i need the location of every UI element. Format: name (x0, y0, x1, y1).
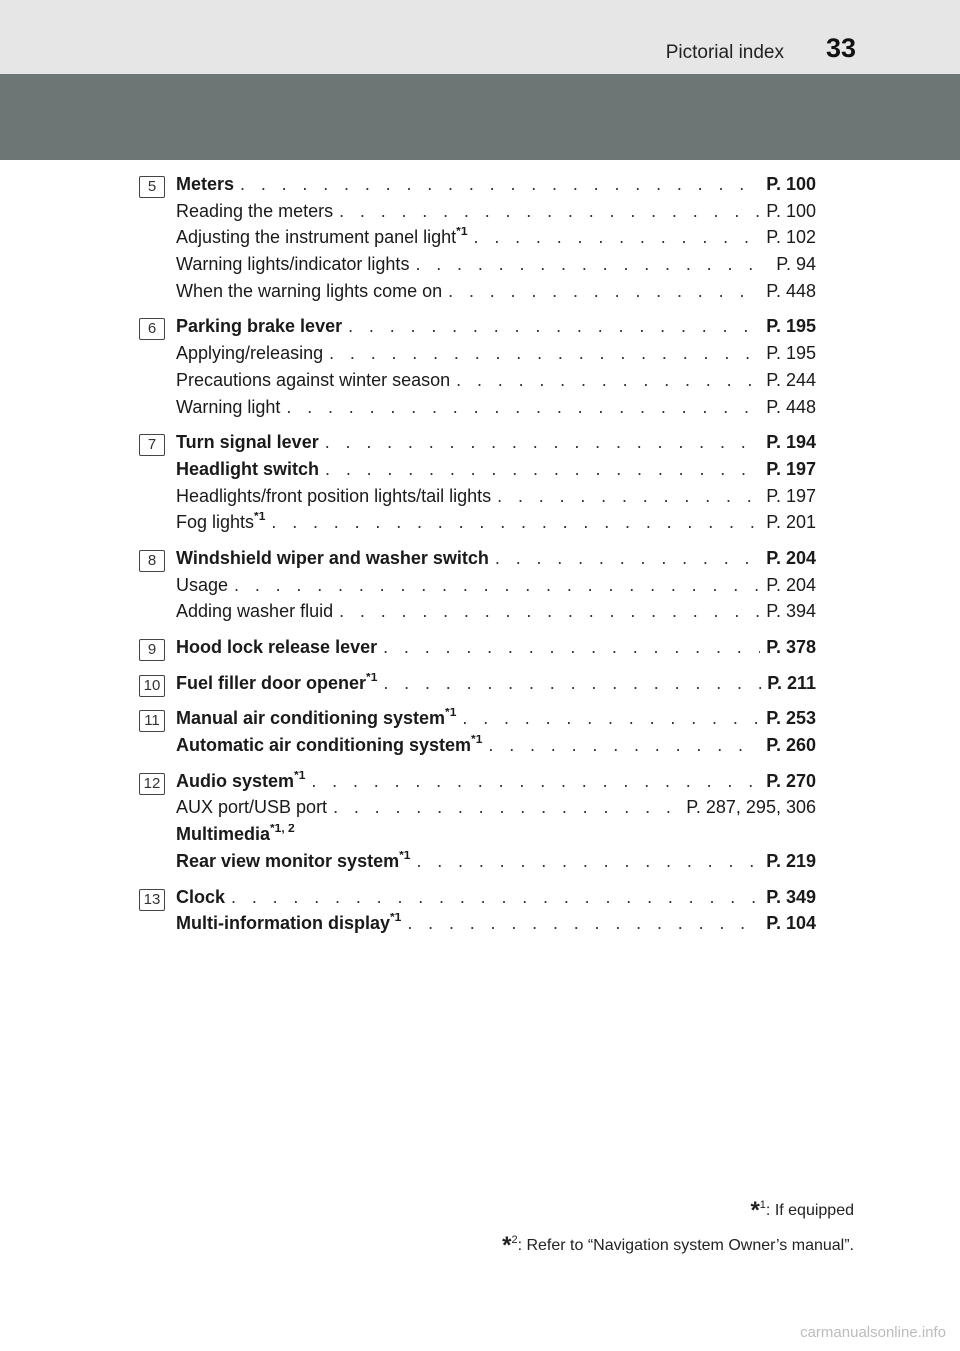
entry-title-text: Headlight switch (176, 458, 320, 479)
dot-leader (311, 771, 760, 792)
page-number: 33 (826, 33, 857, 63)
page-reference: P. 394 (766, 601, 816, 622)
entry-title-text: Fuel filler door opener (176, 672, 367, 693)
index-entry (176, 735, 816, 762)
entry-title (176, 227, 468, 248)
entry-title-text: Headlights/front position lights/tail lights (176, 485, 492, 506)
dot-leader (325, 432, 761, 453)
dot-leader (329, 343, 760, 364)
page-reference: P. 349 (766, 886, 816, 907)
footnote-marker: *1 (445, 708, 457, 720)
page-reference: P. 104 (766, 913, 816, 934)
header-strip (0, 0, 960, 74)
page-reference: P. 270 (766, 770, 816, 791)
entry-title-text: Turn signal lever (176, 432, 319, 453)
footnote-marker: *1 (294, 770, 306, 782)
entry-title-text: Rear view monitor system (176, 850, 400, 871)
entry-title (176, 254, 409, 275)
page-reference: P. 244 (766, 369, 816, 390)
section-number-badge: 12 (139, 773, 165, 795)
entry-title (176, 913, 401, 934)
index-entry (176, 254, 816, 281)
section-number-badge: 9 (139, 639, 165, 661)
footnote-2 (94, 1232, 854, 1260)
index-entry (176, 824, 816, 851)
page-reference: P. 201 (766, 512, 816, 533)
dot-leader (339, 201, 760, 222)
footnote-number: 2 (511, 1234, 518, 1246)
page-reference: P. 287, 295, 306 (686, 797, 816, 818)
entry-title (176, 370, 450, 391)
index-entry (176, 343, 816, 370)
footnote-1 (94, 1197, 854, 1225)
entry-title (176, 851, 410, 872)
index-section (0, 637, 960, 664)
entry-title (176, 459, 319, 480)
entry-title (176, 601, 333, 622)
section-number-badge: 8 (139, 550, 165, 572)
page-reference: P. 100 (766, 200, 816, 221)
section-number-badge: 10 (139, 675, 165, 697)
dot-leader (286, 397, 760, 418)
index-section (0, 432, 960, 539)
index-entry (176, 601, 816, 628)
entry-title (176, 824, 295, 845)
page-reference: P. 204 (766, 547, 816, 568)
index-entry (176, 673, 816, 700)
section-number-badge: 6 (139, 318, 165, 340)
entry-title (176, 735, 482, 756)
dot-leader (416, 851, 760, 872)
footnote-marker: *1 (390, 913, 402, 925)
entry-title-text: Hood lock release lever (176, 637, 378, 657)
section-number-badge: 5 (139, 176, 165, 198)
index-section (0, 548, 960, 628)
entry-title-text: Windshield wiper and washer switch (176, 547, 489, 568)
entry-title (176, 486, 491, 507)
entry-title-text: Audio system (176, 770, 295, 791)
index-entry (176, 708, 816, 735)
entry-title-text: Adding washer fluid (176, 601, 334, 622)
dot-leader (231, 887, 760, 908)
entry-title-text: Applying/releasing (176, 343, 324, 364)
header-band (0, 74, 960, 160)
index-entry (176, 459, 816, 486)
entry-title-text: Usage (176, 574, 229, 595)
entry-title (176, 575, 228, 596)
footnote-marker: *1 (254, 512, 266, 524)
footnote-marker: *1 (366, 672, 378, 684)
entry-title-text: Multimedia (176, 824, 271, 845)
index-entry (176, 227, 816, 254)
section-number-badge: 7 (139, 434, 165, 456)
page-reference: P. 211 (767, 672, 816, 693)
footnote-marker: *1 (399, 850, 411, 862)
dot-leader (462, 708, 760, 729)
index-entry (176, 575, 816, 602)
index-entry (176, 316, 816, 343)
index-entry (176, 281, 816, 308)
dot-leader (415, 254, 770, 275)
footnote-text: : Refer to “Navigation system Owner’s manual”. (517, 1237, 854, 1254)
footnote-marker: *1 (471, 735, 483, 747)
page-reference: P. 194 (766, 432, 816, 453)
page-reference: P. 94 (776, 254, 816, 275)
index-entry (176, 548, 816, 575)
dot-leader (271, 512, 760, 533)
entry-title (176, 397, 280, 418)
entry-title (176, 771, 305, 792)
page-reference: P. 195 (766, 343, 816, 364)
index-entry (176, 887, 816, 914)
index-entry (176, 486, 816, 513)
page-reference: P. 197 (766, 485, 816, 506)
index-list (0, 174, 960, 949)
watermark: carmanualsonline.info (800, 1324, 946, 1341)
entry-title-text: Warning lights/indicator lights (176, 254, 410, 275)
entry-title-text: Warning light (176, 396, 281, 417)
dot-leader (488, 735, 760, 756)
entry-title-text: Parking brake lever (176, 316, 343, 337)
entry-title (176, 673, 377, 694)
entry-title (176, 316, 342, 337)
entry-title-text: Reading the meters (176, 200, 334, 221)
entry-title-text: Multi-information display (176, 913, 390, 934)
entry-title (176, 281, 442, 302)
dot-leader (383, 673, 761, 694)
entry-title-text: Manual air conditioning system (176, 708, 446, 729)
page-reference: P. 260 (766, 735, 816, 756)
footnote-marker: *1, 2 (270, 824, 295, 836)
index-entry (176, 913, 816, 940)
index-entry (176, 512, 816, 539)
page-reference: P. 197 (766, 458, 816, 479)
entry-title-text: When the warning lights come on (176, 280, 443, 301)
footnote-number: 1 (759, 1199, 766, 1211)
entry-title-text: AUX port/USB port (176, 797, 328, 818)
section-title: Pictorial index (665, 42, 784, 63)
entry-title (176, 343, 323, 364)
index-section (0, 174, 960, 307)
entry-title (176, 432, 319, 453)
dot-leader (325, 459, 760, 480)
entry-title-text: Fog lights (176, 512, 255, 533)
page-reference: P. 378 (766, 637, 816, 657)
index-entry (176, 397, 816, 424)
dot-leader (348, 316, 760, 337)
dot-leader (497, 486, 760, 507)
dot-leader (240, 174, 760, 195)
footnote-text: : If equipped (765, 1202, 854, 1219)
footnote-marker: *1 (456, 227, 468, 239)
page-reference: P. 448 (766, 396, 816, 417)
dot-leader (407, 913, 760, 934)
dot-leader (333, 797, 680, 818)
section-number-badge: 11 (139, 710, 165, 732)
entry-title-text: Clock (176, 886, 226, 907)
entry-title (176, 887, 225, 908)
dot-leader (456, 370, 760, 391)
page-reference: P. 253 (766, 708, 816, 729)
entry-title-text: Meters (176, 174, 235, 194)
index-entry (176, 797, 816, 824)
entry-title (176, 797, 327, 818)
index-section (0, 708, 960, 761)
dot-leader (495, 548, 760, 569)
index-entry (176, 771, 816, 798)
index-entry (176, 174, 816, 201)
entry-title-text: Automatic air conditioning system (176, 735, 472, 756)
page-reference: P. 195 (766, 316, 816, 337)
index-section (0, 673, 960, 700)
index-entry (176, 370, 816, 397)
entry-title-text: Adjusting the instrument panel light (176, 227, 457, 248)
entry-title (176, 637, 377, 658)
dot-leader (234, 575, 760, 596)
dot-leader (448, 281, 760, 302)
index-entry (176, 637, 816, 664)
dot-leader (383, 637, 760, 658)
index-entry (176, 201, 816, 228)
index-entry (176, 432, 816, 459)
page-reference: P. 204 (766, 574, 816, 595)
entry-title (176, 512, 265, 533)
entry-title-text: Precautions against winter season (176, 369, 451, 390)
section-number-badge: 13 (139, 889, 165, 911)
entry-title (176, 708, 456, 729)
index-section (0, 887, 960, 940)
footnote-asterisk: * (502, 1232, 512, 1259)
entry-title (176, 174, 234, 195)
dot-leader (474, 227, 761, 248)
page-reference: P. 219 (766, 850, 816, 871)
page-reference: P. 448 (766, 280, 816, 301)
entry-title (176, 201, 333, 222)
dot-leader (339, 601, 760, 622)
footnote-asterisk: * (750, 1197, 760, 1224)
page-reference: P. 100 (766, 174, 816, 194)
page-reference: P. 102 (766, 227, 816, 248)
index-entry (176, 851, 816, 878)
index-section (0, 771, 960, 878)
entry-title (176, 548, 489, 569)
index-section (0, 316, 960, 423)
